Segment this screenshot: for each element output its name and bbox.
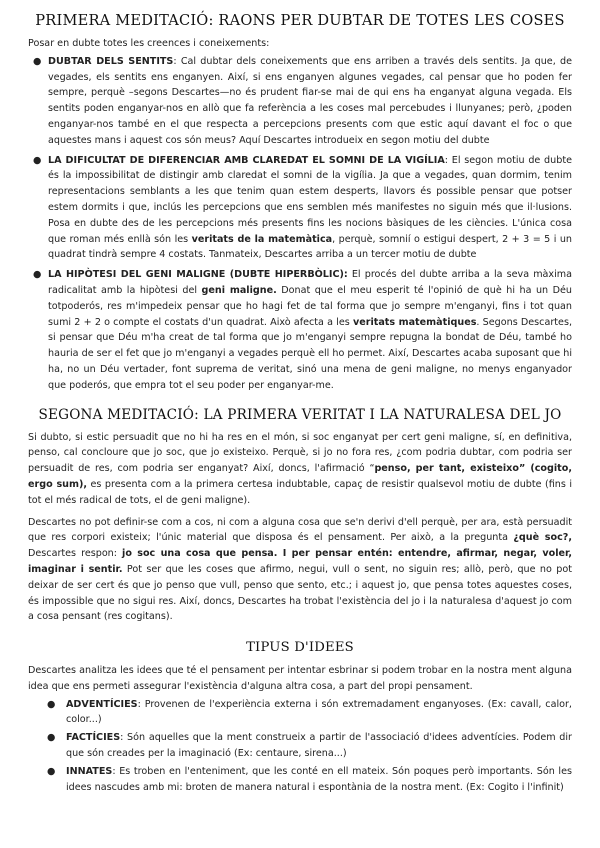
item-text: : Es troben en l'enteniment, que les conté en ell mateix. Són poques però importants. Són les idees nascudes amb mi: broten de manera natural i espontània de la nostra ment. (Ex: Cogito i l'infinit) — [66, 765, 572, 793]
section1-intro: Posar en dubte totes les creences i coneixements: — [28, 38, 270, 49]
paragraph-bold: penso, per tant, existeixo” (cogito, ergo sum), — [28, 463, 572, 490]
paragraph-text: Descartes no pot definir-se com a cos, ni com a alguna cosa que se'n derivi d'ell perquè, per ara, està persuadit que res corpori existeix; l'únic material que disposa és el pensament. Per això, a la pregunta — [28, 516, 572, 544]
bullet-icon: ● — [47, 698, 56, 710]
list-item-adventicies — [28, 697, 572, 729]
item-text: : Cal dubtar dels coneixements que ens arriben a través dels sentits. Ja que, de vegades, els sentits ens enganyen. Així, si ens enganyen algunes vegades, cal pensar que ho poden fer sempre, perquè –segons Descartes—no és prudent fiar-se mai de qui ens ha enganyat alguna vegada. Els sentits poden enganyar-nos en allò que fa referència a les coses mal percebudes i llunyanes; però, ¿poden enganyar-nos també en el que respecta a percepcions presents com que estic aquí davant el foc o que aquestes mans i aquest cos són meus? Aquí Descartes introdueix en segon motiu del dubte — [48, 55, 572, 146]
section-title-primera-meditacio: PRIMERA MEDITACIÓ: RAONS PER DUBTAR DE TOTES LES COSES — [35, 12, 565, 29]
paragraph-bold: jo soc una cosa que pensa. I per pensar entén: entendre, afirmar, negar, voler, imaginar i sentir. — [28, 548, 572, 575]
item-term: INNATES — [66, 765, 113, 777]
list-item-somni-vigilia — [28, 153, 572, 264]
item-bold: veritats matemàtiques — [352, 316, 477, 328]
section-title-tipus-idees: TIPUS D'IDEES — [246, 640, 354, 656]
item-text: : Provenen de l'experiència externa i són extremadament enganyoses. (Ex: cavall, calor, color...) — [66, 698, 572, 726]
bullet-icon: ● — [33, 154, 42, 166]
item-text: Donat que el meu esperit té l'opinió de què hi ha un Déu totpoderós, res m'impedeix pensar que ho hagi fet de tal forma que jo sempre m'enganyi, fins i tot quan sumi 2 + 2 o compte el costats d'un quadrat. Això afecta a les — [48, 284, 572, 328]
section3-intro: Descartes analitza les idees que té el pensament per intentar esbrinar si podem trobar en la nostra ment alguna idea que ens permeti assegurar l'existència d'alguna altra cosa, a part del propi pensament. — [28, 665, 572, 692]
bullet-icon: ● — [33, 55, 42, 67]
section3-list — [28, 697, 572, 796]
section-title-segona-meditacio: SEGONA MEDITACIÓ: LA PRIMERA VERITAT I LA NATURALESA DEL JO — [38, 406, 562, 423]
item-text: El procés del dubte arriba a la seva màxima radicalitat amb la hipòtesi del — [48, 269, 572, 296]
paragraph-text: Pot ser que les coses que afirmo, negui, vull o sent, no siguin res; allò, però, que no pot deixar de ser cert és que jo penso que vull, penso que sento, etc.; i aquest jo, que pensa totes aquestes coses, és impossible que no sigui res. Així, doncs, Descartes ha trobat l'existència del jo i la naturalesa d'aquest jo com a cosa pensant (res cogitans). — [28, 563, 572, 623]
paragraph-text: es presenta com a la primera certesa indubtable, capaç de resistir qualsevol motiu de dubte (fins i tot el més radical de tots, el de geni maligne). — [28, 478, 572, 506]
item-text: : Són aquelles que la ment construeix a partir de l'associació d'idees adventícies. Podem dir que són creades per la imaginació (Ex: centaure, sirena...) — [66, 732, 572, 760]
item-term: LA DIFICULTAT DE DIFERENCIAR AMB CLAREDAT EL SOMNI DE LA VIGÍLIA — [48, 154, 445, 166]
item-term: DUBTAR DELS SENTITS — [48, 55, 174, 67]
bullet-icon: ● — [47, 732, 56, 744]
item-text: . Segons Descartes, si pensar que Déu m'ha creat de tal forma que jo m'enganyi sempre repugna la bondat de Déu, també ho hauria de ser el fet que jo m'enganyi a vegades perquè ell ho permet. Així, Descartes acaba suposant que hi ha, no un Déu vertader, font suprema de veritat, sinó una mena de geni maligne, no menys enganyador que poderós, que empra tot el seu poder per enganyar-me. — [48, 316, 572, 391]
item-bold: geni maligne. — [201, 284, 277, 296]
bullet-icon: ● — [47, 765, 56, 777]
item-bold: veritats de la matemàtica — [191, 233, 333, 245]
item-term: ADVENTÍCIES — [66, 698, 138, 710]
list-item-facticies — [28, 730, 572, 762]
list-item-geni-maligne — [28, 267, 572, 393]
bullet-icon: ● — [33, 269, 42, 281]
paragraph-text: Si dubto, si estic persuadit que no hi ha res en el món, si soc enganyat per cert geni maligne, sí, en definitiva, penso, cal concloure que jo soc, que jo existeixo. Perquè, si jo no fora res, ¿com podria dubtar, com podria ser persuadit de res, com podria ser enganyat? Així, doncs, l'afirmació “ — [28, 431, 572, 475]
item-text: : El segon motiu de dubte és la impossibilitat de distingir amb claredat el somni de la vigília. Ja que a vegades, quan dormim, tenim representacions semblants a les que tenim quan estem desperts, llavors és possible pensar que potser estem dormits i que, inclús les percepcions que ens semblen més manifestes no siguin més que il·lusions. Posa en dubte des de les percepcions més presents fins les nocions bàsiques de les ciències. L'única cosa que roman més enllà són les — [48, 154, 572, 245]
section1-list — [28, 54, 572, 394]
item-term: LA HIPÒTESI DEL GENI MALIGNE (DUBTE HIPERBÒLIC): — [48, 269, 348, 281]
item-text: , perquè, somnií o estigui despert, 2 + 3 = 5 i un quadrat tindrà sempre 4 costats. Tanmateix, Descartes arriba a un tercer motiu de dubte — [48, 233, 572, 261]
item-term: FACTÍCIES — [66, 732, 121, 744]
section2-paragraph-2 — [28, 515, 572, 626]
section2-paragraph-1 — [28, 430, 572, 509]
paragraph-text: Descartes respon: — [28, 548, 123, 560]
list-item-dubtar-sentits — [28, 54, 572, 149]
paragraph-bold: ¿què soc?, — [513, 532, 572, 544]
list-item-innates — [28, 764, 572, 796]
